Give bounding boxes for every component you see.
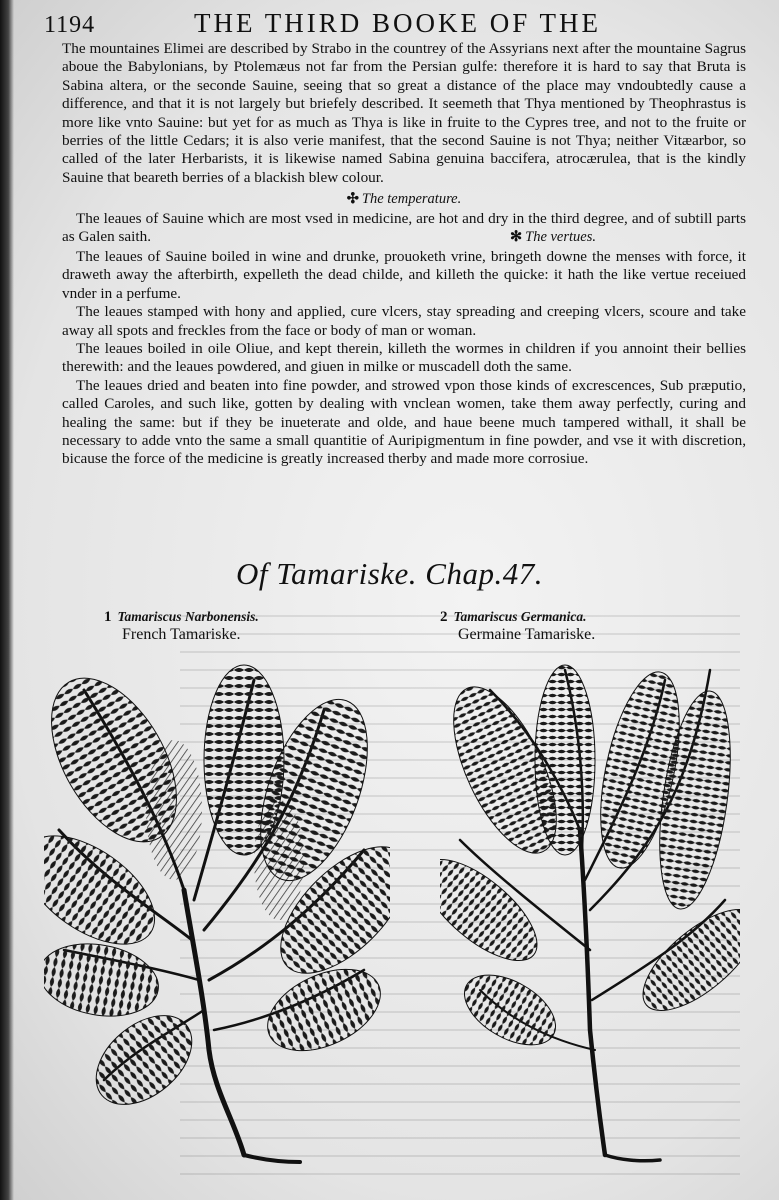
figure-english-name: French Tamariske. — [122, 626, 241, 643]
body-text — [62, 40, 746, 469]
fleuron-icon: ✣ — [346, 191, 359, 208]
section-heading-vertues: ✻ The vertues. — [509, 229, 596, 246]
paragraph-description: The mountaines Elimei are described by Strabo in the countrey of the Assyrians next after the mountaine Sagrus aboue the Babylonians, by Ptolemæus not far from the Persian gulfe: therefore it is hard to say that Bruta is Sabina altera, or the seconde Sauine, seeing that so great a distance of the place may vndoubtedly cause a difference, and that it is not largely but briefely described. It seemeth that Thya mentioned by Theophrastus is more like vnto Sauine: but yet for as much as Thya is like in fruite to the Cypres tree, and not to the fruite or berries of the little Cedars; it is also verie manifest, that the second Sauine is not Thya; neither Vitæarbor, so called of the later Herbarists, it is likewise named Sabina genuina baccifera, atrocærulea, that is the kindly Sauine that beareth berries of a blackish blew colour. — [62, 40, 746, 186]
figure-number: 2 — [440, 609, 448, 625]
woodcut-germaine-tamariske — [440, 650, 740, 1170]
paragraph-vertue-1: The leaues of Sauine boiled in wine and drunke, prouoketh vrine, bringeth downe the menses with force, it draweth away the afterbirth, expelleth the dead childe, and killeth the quicke: it hath the like vertue receiued vnder in a perfume. — [62, 247, 746, 302]
figure-english-name: Germaine Tamariske. — [458, 626, 596, 643]
figure-latin-name: Tamariscus Narbonensis. — [117, 609, 259, 624]
chapter-title: Of Tamariske. Chap.47. — [236, 556, 543, 591]
paragraph-vertue-3: The leaues boiled in oile Oliue, and kept therein, killeth the wormes in children if you annoint their bellies therewith: and the leaues powdered, and giuen in milke or muscadell doth the same. — [62, 339, 746, 376]
figure-caption-2 — [440, 608, 595, 643]
paragraph-temperature: The leaues of Sauine which are most vsed in medicine, are hot and dry in the third degree, and of subtill parts as Galen saith. — [62, 209, 746, 246]
fleuron-icon: ✻ — [509, 229, 523, 246]
book-spine-shadow — [0, 0, 14, 1200]
paragraph-vertue-2: The leaues stamped with hony and applied, cure vlcers, stay spreading and creeping vlcers, scoure and take away all spots and freckles from the face or body of man or woman. — [62, 303, 746, 339]
running-head: THE THIRD BOOKE OF THE — [194, 8, 601, 38]
page-number: 1194 — [44, 12, 96, 38]
woodcut-french-tamariske — [44, 650, 390, 1170]
figure-caption-1 — [104, 608, 259, 643]
page-header — [44, 8, 755, 42]
figure-number: 1 — [104, 609, 112, 625]
section-heading-temperature: ✣ The temperature. — [346, 191, 462, 208]
paragraph-vertue-4: The leaues dried and beaten into fine powder, and strowed vpon those kinds of excrescences, Sub præputio, called Caroles, and such like, gotten by dealing with vnclean women, take them away perfectly, curing and healing the same: but if they be inueterate and olde, and haue beene much tampered withall, it shall be necessary to adde vnto the same a small quantitie of Auripigmentum in fine powder, and vse it with discretion, bicause the force of the medicine is greatly increased therby and made more corrosiue. — [62, 376, 746, 468]
figure-latin-name: Tamariscus Germanica. — [453, 609, 587, 624]
